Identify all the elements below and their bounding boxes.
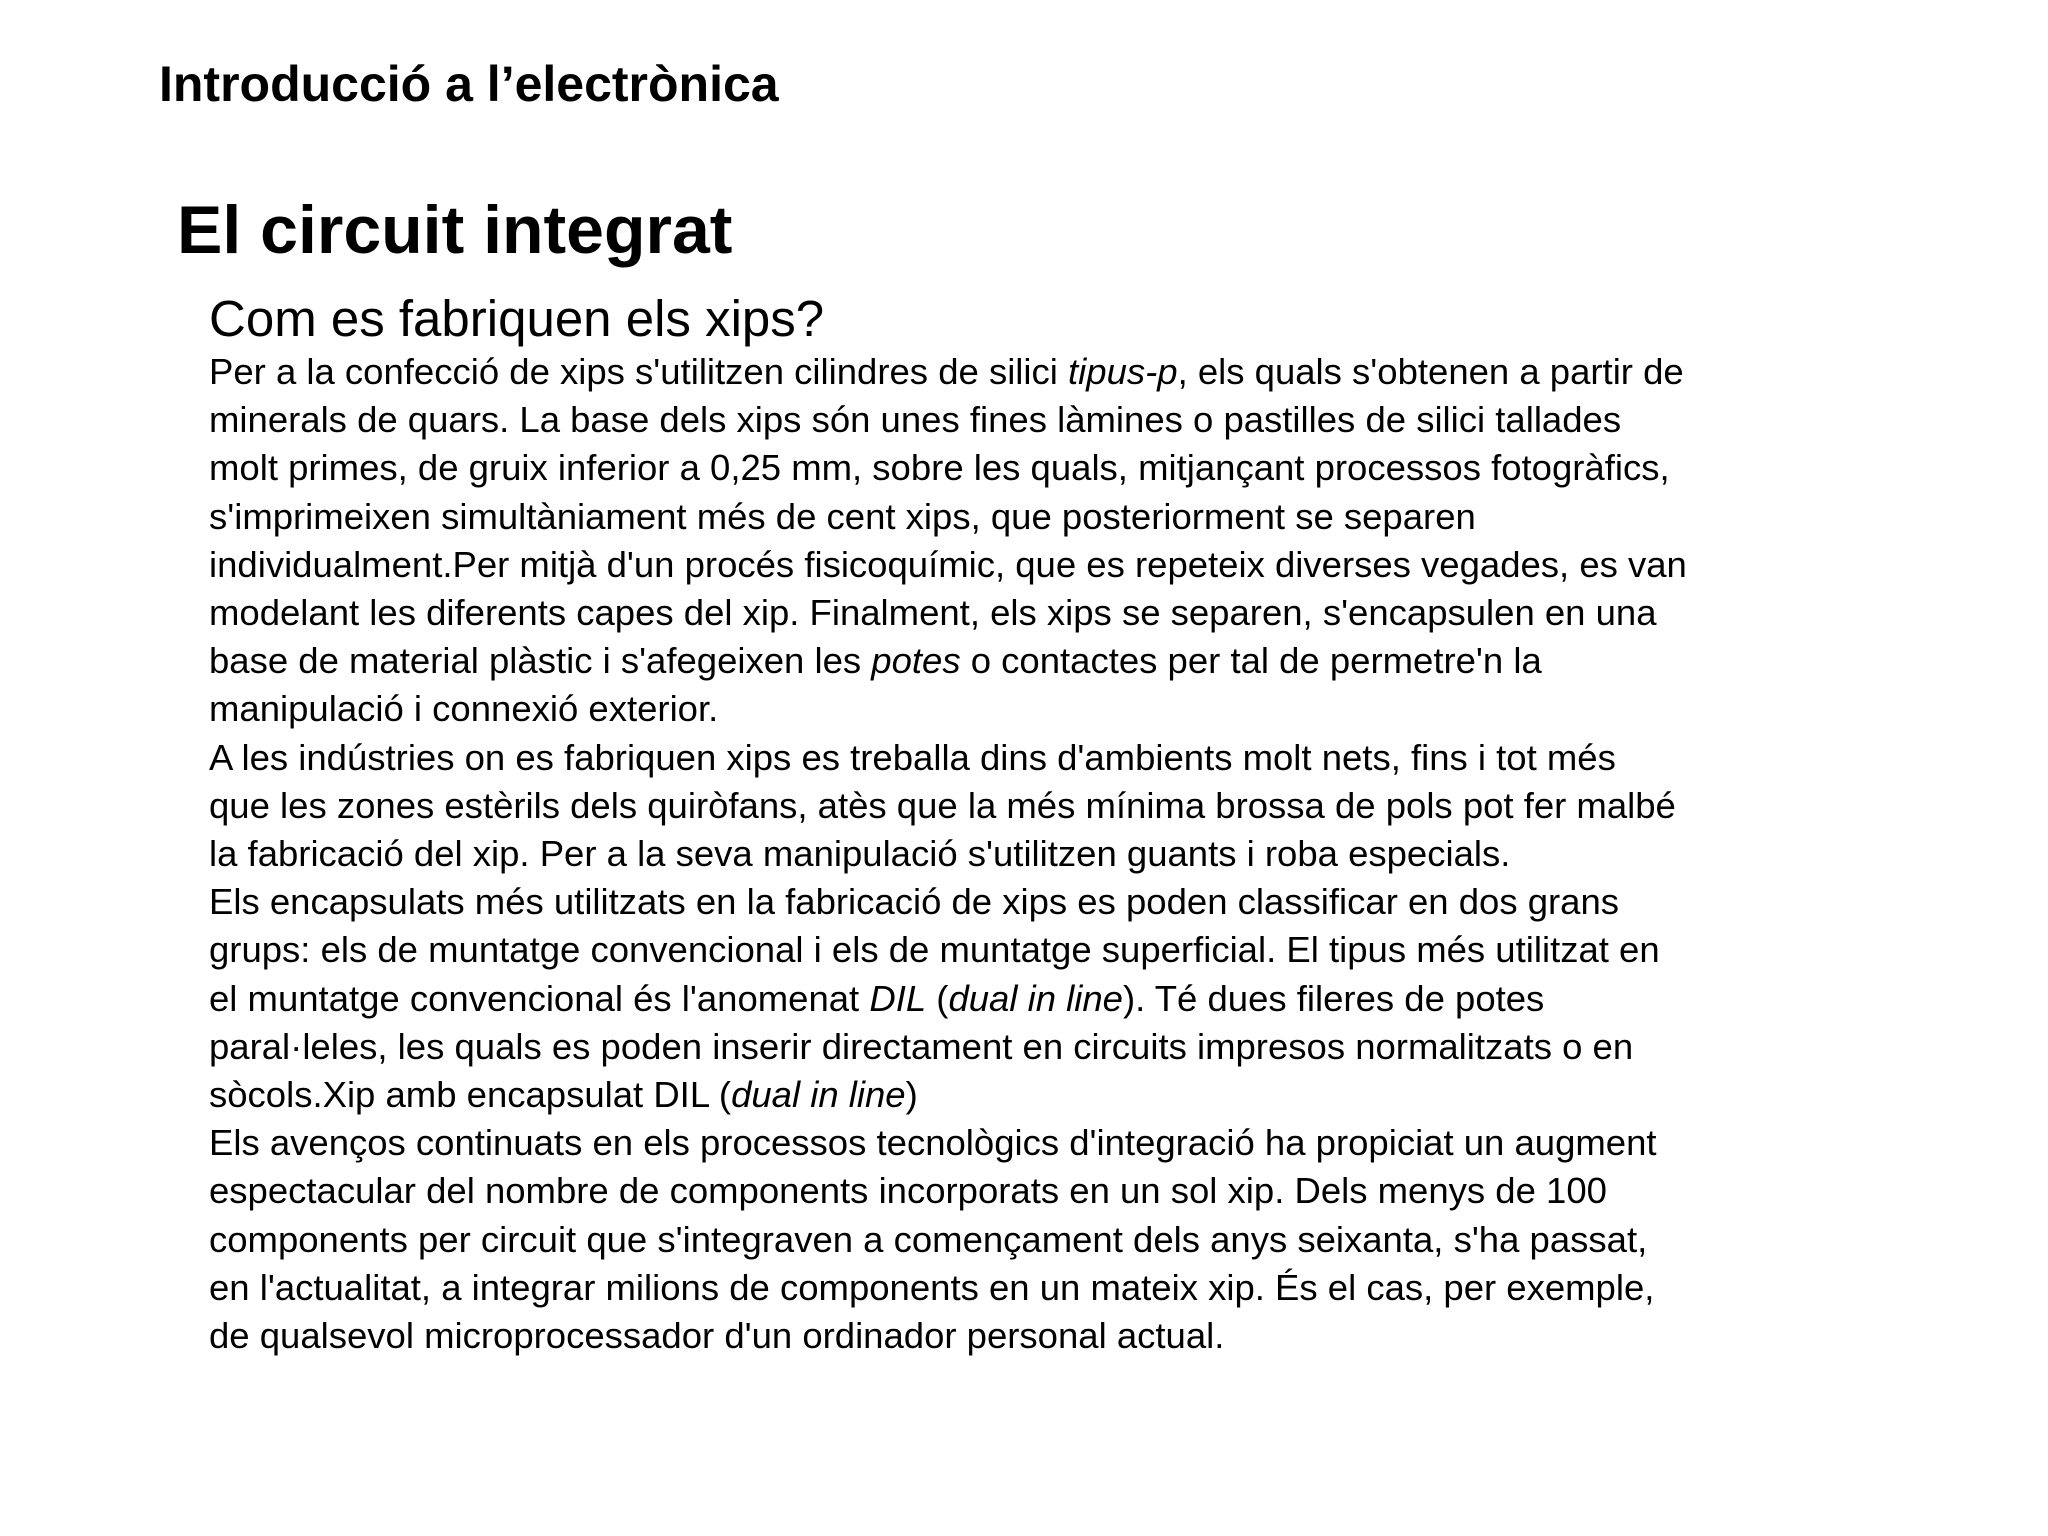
text-line [209, 1312, 1889, 1360]
text-line [209, 1167, 1889, 1215]
italic-term: tipus-p [1068, 351, 1178, 392]
page-title: El circuit integrat [177, 192, 733, 268]
text-line [209, 1264, 1889, 1312]
italic-term: potes [871, 640, 961, 682]
text-line [209, 926, 1889, 974]
text-segment: manipulació i connexió exterior. [209, 688, 719, 730]
section-subtitle: Com es fabriquen els xips? [209, 290, 825, 347]
italic-term: dual in line [731, 1074, 906, 1116]
text-segment: minerals de quars. La base dels xips són unes fines làmines o pastilles de silici tallades [209, 399, 1622, 441]
text-segment: , els quals s'obtenen a partir de [1177, 351, 1684, 392]
text-line [209, 734, 1889, 782]
text-segment: s'imprimeixen simultàniament més de cent xips, que posteriorment se separen [209, 495, 1476, 537]
text-line [209, 348, 1889, 396]
text-segment: paral·leles, les quals es poden inserir directament en circuits impresos normalitzats o en [209, 1025, 1634, 1067]
document-header: Introducció a l’electrònica [159, 56, 779, 112]
text-line [209, 1071, 1889, 1119]
text-segment: ( [926, 977, 949, 1019]
text-segment: base de material plàstic i s'afegeixen les [209, 640, 872, 682]
body-text [209, 348, 1889, 1360]
text-segment: modelant les diferents capes del xip. Finalment, els xips se separen, s'encapsulen en una [209, 592, 1657, 634]
text-line [209, 1216, 1889, 1264]
text-segment: individualment.Per mitjà d'un procés fisicoquímic, que es repeteix diverses vegades, es van [209, 543, 1687, 585]
text-segment: ). Té dues fileres de potes [1122, 977, 1545, 1019]
text-segment: la fabricació del xip. Per a la seva manipulació s'utilitzen guants i roba especials. [209, 833, 1511, 875]
text-line [209, 637, 1889, 685]
text-line [209, 975, 1889, 1023]
text-segment: o contactes per tal de permetre'n la [960, 640, 1542, 682]
italic-term: dual in line [948, 977, 1123, 1019]
text-line [209, 685, 1889, 733]
text-line [209, 830, 1889, 878]
text-segment: A les indústries on es fabriquen xips es treballa dins d'ambients molt nets, fins i tot més [209, 736, 1616, 778]
italic-term: DIL [869, 977, 927, 1019]
text-line [209, 1119, 1889, 1167]
text-segment: en l'actualitat, a integrar milions de components en un mateix xip. És el cas, per exemple, [209, 1266, 1655, 1308]
text-segment: molt primes, de gruix inferior a 0,25 mm, sobre les quals, mitjançant processos fotogràfics, [209, 447, 1670, 489]
text-line [209, 493, 1889, 541]
text-line [209, 396, 1889, 444]
text-segment: sòcols.Xip amb encapsulat DIL ( [209, 1074, 732, 1116]
text-segment: el muntatge convencional és l'anomenat [209, 977, 870, 1019]
text-segment: Per a la confecció de xips s'utilitzen cilindres de silici [209, 351, 1069, 392]
text-segment: ) [905, 1074, 918, 1116]
text-segment: Els encapsulats més utilitzats en la fabricació de xips es poden classificar en dos grans [209, 881, 1620, 923]
text-segment: components per circuit que s'integraven a començament dels anys seixanta, s'ha passat, [209, 1218, 1648, 1260]
text-line [209, 444, 1889, 492]
text-line [209, 782, 1889, 830]
text-line [209, 1023, 1889, 1071]
text-segment: de qualsevol microprocessador d'un ordinador personal actual. [209, 1315, 1225, 1357]
text-line [209, 878, 1889, 926]
text-segment: espectacular del nombre de components incorporats en un sol xip. Dels menys de 100 [209, 1170, 1607, 1212]
text-segment: Els avenços continuats en els processos tecnològics d'integració ha propiciat un augment [209, 1122, 1657, 1164]
text-line [209, 589, 1889, 637]
text-line [209, 541, 1889, 589]
text-segment: que les zones estèrils dels quiròfans, atès que la més mínima brossa de pols pot fer malbé [209, 784, 1676, 826]
text-segment: grups: els de muntatge convencional i els de muntatge superficial. El tipus més utilitzat en [209, 929, 1660, 971]
